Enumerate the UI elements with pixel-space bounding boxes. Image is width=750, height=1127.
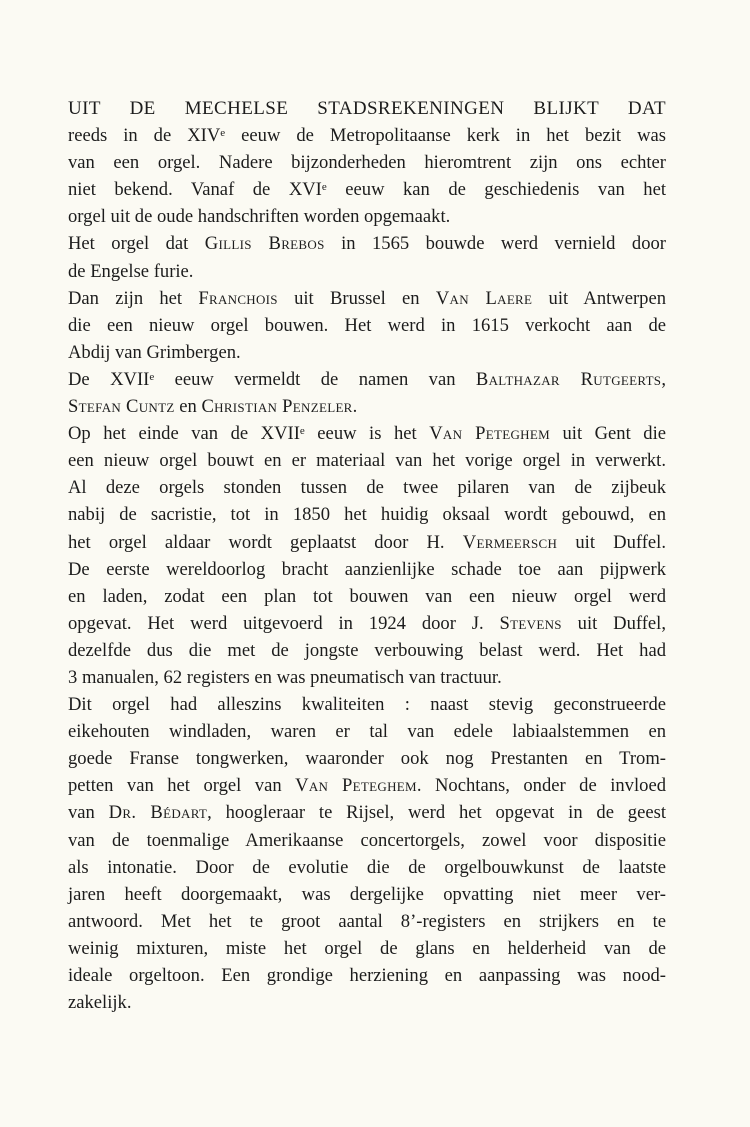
- text-line: [68, 772, 666, 799]
- text-run: De XVII: [68, 368, 150, 390]
- lead-heading: UIT DE MECHELSE STADSREKENINGEN BLIJKT DAT: [68, 98, 666, 119]
- text-line: [68, 827, 666, 854]
- text-line: [68, 718, 666, 745]
- text-line: [68, 366, 666, 393]
- text-run: goede Franse tongwerken, waaronder ook nog Prestanten en Trom-: [68, 748, 666, 770]
- superscript: e: [149, 370, 155, 383]
- text-line: [68, 556, 666, 583]
- name-smallcaps: Dr. Bédart: [108, 802, 208, 824]
- text-line: [68, 637, 666, 664]
- text-line: [68, 799, 666, 826]
- superscript: e: [299, 425, 305, 438]
- name-smallcaps: Gillis Brebos: [204, 233, 325, 255]
- text-run: weinig mixturen, miste het orgel de glans en helderheid van de: [68, 937, 666, 959]
- text-run: uit Antwerpen: [532, 287, 666, 309]
- name-smallcaps: Christian Penzeler: [201, 396, 353, 418]
- text-run: Op het einde van de XVII: [68, 423, 300, 445]
- text-line: [68, 258, 666, 285]
- text-line: [68, 989, 666, 1016]
- text-run: van de toenmalige Amerikaanse concertorgels, zowel voor dispositie: [68, 829, 666, 851]
- name-smallcaps: Van Peteghem: [295, 775, 417, 797]
- text-run: , hoogleraar te Rijsel, werd het opgevat in de geest: [207, 802, 666, 824]
- text-line: [68, 122, 666, 149]
- text-run: nabij de sacristie, tot in 1850 het huidig oksaal wordt gebouwd, en: [68, 504, 666, 526]
- text-line: [68, 962, 666, 989]
- text-line: [68, 583, 666, 610]
- text-line: [68, 176, 666, 203]
- text-line: [68, 501, 666, 528]
- text-run: niet bekend. Vanaf de XVI: [68, 179, 322, 201]
- text-line: [68, 203, 666, 230]
- text-run: Abdij van Grimbergen.: [68, 341, 241, 363]
- text-line: [68, 312, 666, 339]
- text-line: [68, 149, 666, 176]
- text-run: .: [352, 396, 358, 418]
- text-run: eeuw kan de geschiedenis van het: [326, 179, 666, 201]
- text-run: uit Gent die: [549, 423, 666, 445]
- text-line: [68, 664, 666, 691]
- text-run: het orgel aldaar wordt geplaatst door H.: [68, 531, 463, 553]
- text-line: [68, 935, 666, 962]
- text-line: [68, 881, 666, 908]
- text-line: [68, 339, 666, 366]
- text-run: in 1565 bouwde werd vernield door: [324, 233, 666, 255]
- text-line: [68, 854, 666, 881]
- text-line: [68, 420, 666, 447]
- text-run: een nieuw orgel bouwt en er materiaal van het vorige orgel in verwerkt.: [68, 450, 666, 472]
- text-run: petten van het orgel van: [68, 775, 296, 797]
- text-line: [68, 691, 666, 718]
- text-run: De eerste wereldoorlog bracht aanzienlijke schade toe aan pijpwerk: [68, 558, 666, 580]
- name-smallcaps: Van Peteghem: [429, 423, 550, 445]
- name-smallcaps: Franchois: [198, 287, 278, 309]
- text-run: ,: [661, 368, 666, 390]
- text-line: [68, 908, 666, 935]
- name-smallcaps: Stevens: [499, 612, 562, 634]
- text-run: als intonatie. Door de evolutie die de orgelbouwkunst de laatste: [68, 856, 666, 878]
- text-run: uit Brussel en: [277, 287, 436, 309]
- text-run: Het orgel dat: [68, 233, 205, 255]
- text-run: en: [174, 396, 202, 418]
- text-run: eikehouten windladen, waren er tal van edele labiaalstemmen en: [68, 721, 666, 743]
- text-line: [68, 610, 666, 637]
- text-run: eeuw de Metropolitaanse kerk in het bezit was: [225, 125, 666, 147]
- name-smallcaps: Stefan Cuntz: [68, 396, 175, 418]
- text-line: [68, 285, 666, 312]
- text-run: uit Duffel.: [557, 531, 666, 553]
- text-run: Dan zijn het: [68, 287, 199, 309]
- text-run: 3 manualen, 62 registers en was pneumatisch van tractuur.: [68, 666, 502, 688]
- name-smallcaps: Vermeersch: [462, 531, 558, 553]
- text-run: ideale orgeltoon. Een grondige herziening en aanpassing was nood-: [68, 965, 666, 986]
- text-run: Al deze orgels stonden tussen de twee pilaren van de zijbeuk: [68, 477, 666, 499]
- text-run: orgel uit de oude handschriften worden opgemaakt.: [68, 206, 451, 228]
- text-run: reeds in de XIV: [68, 125, 221, 147]
- text-run: van een orgel. Nadere bijzonderheden hieromtrent zijn ons echter: [68, 152, 666, 174]
- text-run: van: [68, 802, 109, 824]
- text-line: [68, 393, 666, 420]
- text-run: uit Duffel,: [561, 612, 666, 634]
- text-run: eeuw vermeldt de namen van: [154, 368, 476, 390]
- text-run: Dit orgel had alleszins kwaliteiten : naast stevig geconstrueerde: [68, 694, 666, 716]
- body-text: [68, 95, 666, 1016]
- text-run: jaren heeft doorgemaakt, was dergelijke opvatting niet meer ver-: [68, 883, 666, 905]
- superscript: e: [220, 127, 226, 140]
- text-line: [68, 745, 666, 772]
- text-run: opgevat. Het werd uitgevoerd in 1924 door J.: [68, 612, 500, 634]
- name-smallcaps: Balthazar Rutgeerts: [475, 368, 662, 390]
- text-run: de Engelse furie.: [68, 260, 194, 282]
- text-run: en laden, zodat een plan tot bouwen van een nieuw orgel werd: [68, 585, 666, 607]
- text-line: [68, 447, 666, 474]
- text-run: dezelfde dus die met de jongste verbouwing belast werd. Het had: [68, 639, 666, 661]
- text-run: antwoord. Met het te groot aantal 8’-registers en strijkers en te: [68, 910, 666, 932]
- text-run: die een nieuw orgel bouwen. Het werd in 1615 verkocht aan de: [68, 314, 666, 336]
- name-smallcaps: Van Laere: [435, 287, 533, 309]
- text-run: . Nochtans, onder de invloed: [416, 775, 666, 797]
- text-run: eeuw is het: [304, 423, 430, 445]
- text-line: [68, 230, 666, 257]
- superscript: e: [321, 181, 327, 194]
- text-line: [68, 95, 666, 122]
- text-line: [68, 474, 666, 501]
- text-run: zakelijk.: [68, 992, 132, 1014]
- text-line: [68, 529, 666, 556]
